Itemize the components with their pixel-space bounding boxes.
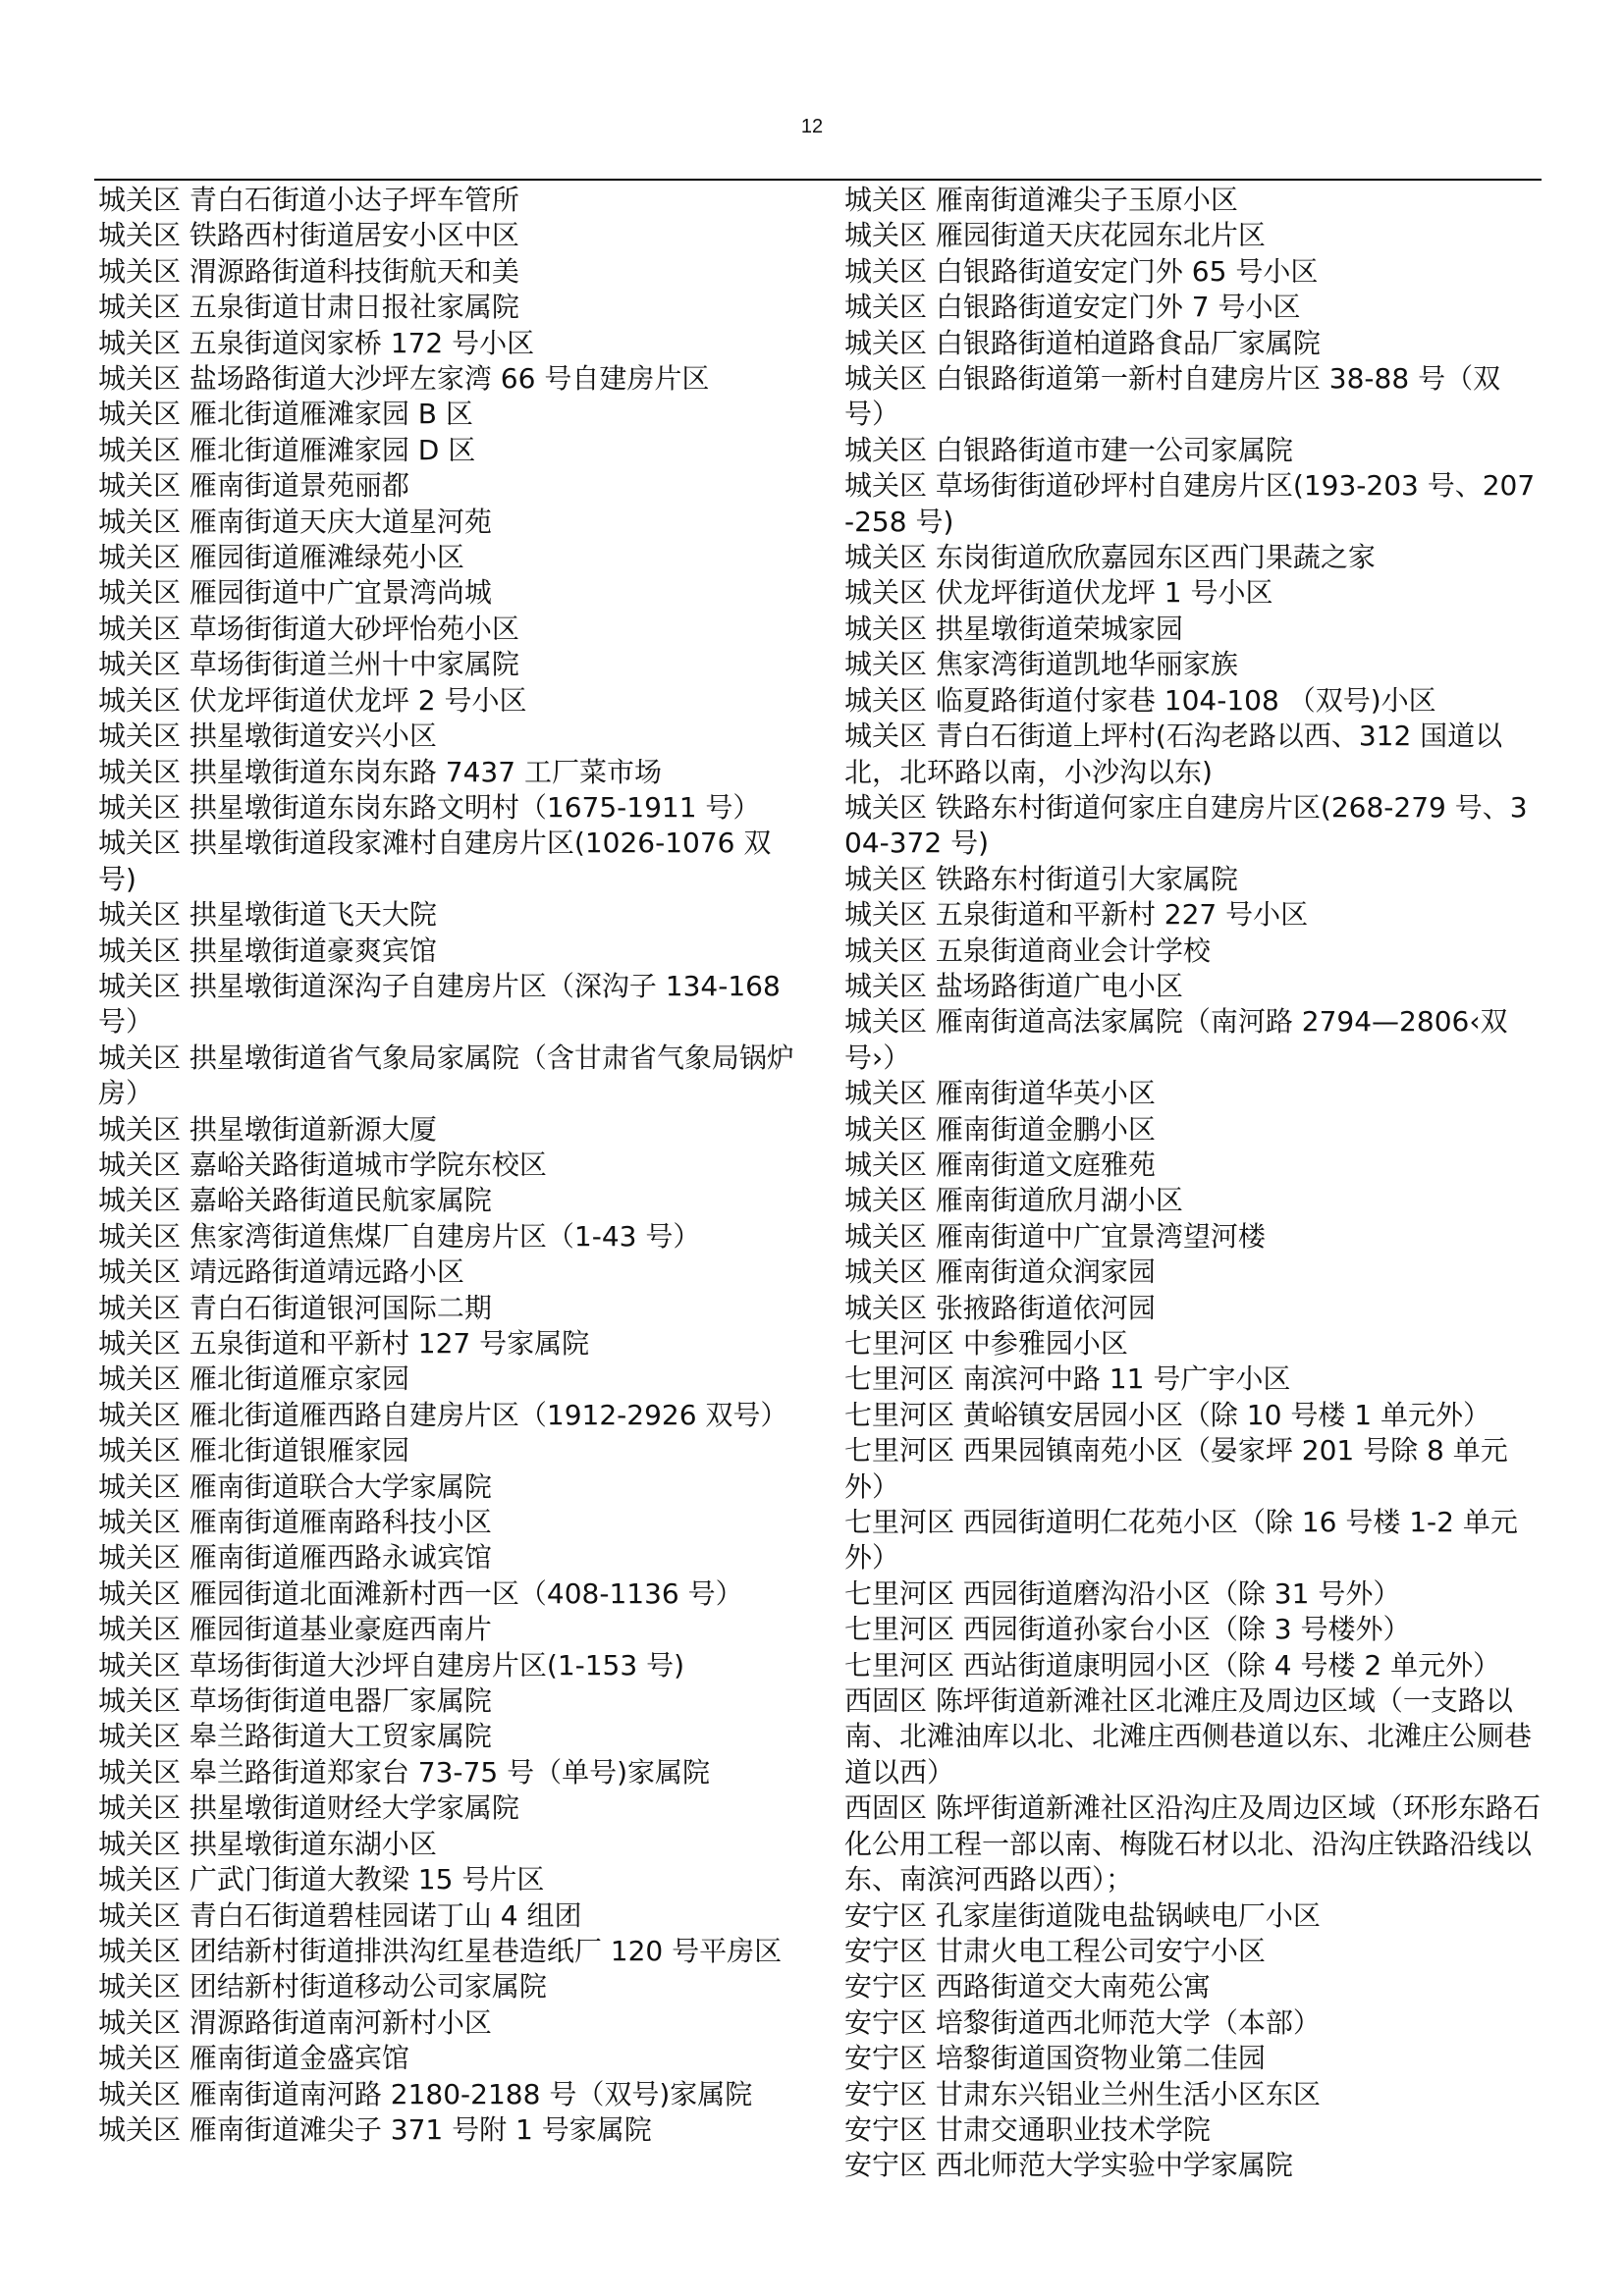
- list-item: 城关区 雁北街道雁西路自建房片区（1912-2926 双号）: [98, 1398, 788, 1431]
- list-item: 城关区 草场街街道兰州十中家属院: [98, 648, 519, 681]
- list-item: 城关区 白银路街道柏道路食品厂家属院: [844, 326, 1321, 359]
- list-item: 城关区 拱星墩街道安兴小区: [98, 720, 437, 753]
- list-item: 城关区 伏龙坪街道伏龙坪 1 号小区: [844, 576, 1273, 610]
- list-item: 城关区 青白石街道上坪村(石沟老路以西、312 国道以北，北环路以南，小沙沟以东): [844, 720, 1503, 788]
- list-item: 城关区 雁园街道北面滩新村西一区（408-1136 号）: [98, 1576, 743, 1610]
- list-item: 城关区 靖远路街道靖远路小区: [98, 1255, 464, 1289]
- list-item: 城关区 雁园街道中广宜景湾尚城: [98, 576, 492, 610]
- list-item: 七里河区 中参雅园小区: [844, 1327, 1128, 1360]
- list-item: 城关区 临夏路街道付家巷 104-108 （双号)小区: [844, 683, 1436, 717]
- list-item: 安宁区 孔家崖街道陇电盐锅峡电厂小区: [844, 1898, 1321, 1932]
- list-item: 七里河区 南滨河中路 11 号广宇小区: [844, 1362, 1291, 1396]
- list-item: 安宁区 甘肃东兴铝业兰州生活小区东区: [844, 2077, 1321, 2110]
- header-rule: [94, 179, 1542, 181]
- list-item: 城关区 草场街街道电器厂家属院: [98, 1684, 492, 1718]
- list-item: 城关区 雁园街道天庆花园东北片区: [844, 219, 1266, 252]
- list-item: 城关区 青白石街道小达子坪车管所: [98, 184, 519, 216]
- list-item: 城关区 雁南街道景苑丽都: [98, 469, 409, 503]
- list-item: 城关区 青白石街道银河国际二期: [98, 1291, 492, 1324]
- list-item: 城关区 白银路街道第一新村自建房片区 38-88 号（双号）: [844, 362, 1501, 431]
- list-item: 城关区 拱星墩街道深沟子自建房片区（深沟子 134-168 号）: [98, 969, 781, 1039]
- list-item: 城关区 渭源路街道南河新村小区: [98, 2005, 492, 2039]
- list-item: 城关区 雁南街道滩尖子玉原小区: [844, 184, 1238, 216]
- list-item: 城关区 雁南街道文庭雅苑: [844, 1148, 1156, 1181]
- list-item: 城关区 白银路街道安定门外 7 号小区: [844, 291, 1301, 324]
- list-item: 城关区 草场街街道砂坪村自建房片区(193-203 号、207-258 号): [844, 469, 1536, 538]
- list-item: 城关区 拱星墩街道东岗东路 7437 工厂菜市场: [98, 755, 662, 788]
- list-item: 城关区 雁南街道华英小区: [844, 1077, 1156, 1110]
- list-item: 城关区 皋兰路街道郑家台 73-75 号（单号)家属院: [98, 1755, 710, 1789]
- list-item: 城关区 雁南街道高法家属院（南河路 2794—2806‹双号›）: [844, 1005, 1508, 1074]
- list-item: 城关区 焦家湾街道焦煤厂自建房片区（1-43 号）: [98, 1219, 701, 1253]
- list-item: 城关区 雁南街道金鹏小区: [844, 1112, 1156, 1146]
- list-item: 城关区 雁园街道雁滩绿苑小区: [98, 541, 464, 574]
- list-item: 城关区 雁南街道中广宜景湾望河楼: [844, 1219, 1266, 1253]
- list-item: 城关区 皋兰路街道大工贸家属院: [98, 1720, 492, 1753]
- list-item: 城关区 嘉峪关路街道城市学院东校区: [98, 1148, 547, 1181]
- list-item: 西固区 陈坪街道新滩社区北滩庄及周边区域（一支路以南、北滩油库以北、北滩庄西侧巷道以东、北滩庄公厕巷道以西）: [844, 1684, 1533, 1789]
- list-item: 城关区 拱星墩街道东岗东路文明村（1675-1911 号）: [98, 790, 761, 824]
- list-item: 城关区 铁路东村街道引大家属院: [844, 862, 1238, 895]
- list-item: 城关区 拱星墩街道省气象局家属院（含甘肃省气象局锅炉房）: [98, 1041, 794, 1110]
- list-item: 城关区 雁北街道银雁家园: [98, 1434, 409, 1468]
- list-item: 城关区 五泉街道商业会计学校: [844, 934, 1211, 967]
- list-item: 安宁区 培黎街道国资物业第二佳园: [844, 2042, 1266, 2075]
- list-item: 城关区 五泉街道和平新村 127 号家属院: [98, 1327, 590, 1360]
- list-item: 城关区 嘉峪关路街道民航家属院: [98, 1184, 492, 1217]
- list-item: 城关区 雁南街道天庆大道星河苑: [98, 505, 492, 538]
- list-item: 城关区 焦家湾街道凯地华丽家族: [844, 648, 1238, 681]
- list-item: 安宁区 甘肃交通职业技术学院: [844, 2112, 1211, 2146]
- right-column-list: [844, 183, 1542, 2184]
- list-item: 城关区 盐场路街道广电小区: [844, 969, 1183, 1002]
- list-item: 七里河区 西站街道康明园小区（除 4 号楼 2 单元外）: [844, 1648, 1501, 1682]
- list-item: 安宁区 甘肃火电工程公司安宁小区: [844, 1934, 1266, 1967]
- list-item: 城关区 雁南街道雁南路科技小区: [98, 1506, 492, 1539]
- list-item: 城关区 拱星墩街道财经大学家属院: [98, 1791, 519, 1825]
- list-item: 城关区 东岗街道欣欣嘉园东区西门果蔬之家: [844, 541, 1376, 574]
- list-item: 安宁区 西北师范大学实验中学家属院: [844, 2149, 1293, 2182]
- list-item: 七里河区 西园街道孙家台小区（除 3 号楼外）: [844, 1613, 1411, 1646]
- list-item: 安宁区 培黎街道西北师范大学（本部）: [844, 2005, 1321, 2039]
- list-item: 城关区 白银路街道市建一公司家属院: [844, 433, 1293, 466]
- list-item: 七里河区 西果园镇南苑小区（晏家坪 201 号除 8 单元外）: [844, 1434, 1508, 1503]
- list-item: 城关区 伏龙坪街道伏龙坪 2 号小区: [98, 683, 527, 717]
- list-item: 城关区 雁南街道雁西路永诚宾馆: [98, 1541, 492, 1575]
- list-item: 七里河区 西园街道明仁花苑小区（除 16 号楼 1-2 单元外）: [844, 1506, 1518, 1575]
- list-item: 城关区 雁南街道欣月湖小区: [844, 1184, 1183, 1217]
- list-item: 城关区 雁南街道联合大学家属院: [98, 1469, 492, 1503]
- list-item: 城关区 团结新村街道排洪沟红星巷造纸厂 120 号平房区: [98, 1934, 783, 1967]
- page-number: 12: [800, 116, 824, 137]
- list-item: 七里河区 西园街道磨沟沿小区（除 31 号外）: [844, 1576, 1401, 1610]
- list-item: 城关区 团结新村街道移动公司家属院: [98, 1970, 547, 2003]
- list-item: 城关区 拱星墩街道飞天大院: [98, 898, 437, 932]
- list-item: 城关区 广武门街道大教梁 15 号片区: [98, 1863, 545, 1896]
- list-item: 城关区 五泉街道闵家桥 172 号小区: [98, 326, 535, 359]
- list-item: 城关区 草场街街道大沙坪自建房片区(1-153 号): [98, 1648, 685, 1682]
- list-item: 城关区 拱星墩街道段家滩村自建房片区(1026-1076 双号): [98, 827, 772, 895]
- list-item: 城关区 雁南街道南河路 2180-2188 号（双号)家属院: [98, 2077, 753, 2110]
- list-item: 城关区 雁南街道众润家园: [844, 1255, 1156, 1289]
- list-item: 城关区 铁路东村街道何家庄自建房片区(268-279 号、304-372 号): [844, 790, 1528, 860]
- list-item: 西固区 陈坪街道新滩社区沿沟庄及周边区域（环形东路石化公用工程一部以南、梅陇石材以北、沿沟庄铁路沿线以东、南滨河西路以西）；: [844, 1791, 1541, 1896]
- list-item: 城关区 青白石街道碧桂园诺丁山 4 组团: [98, 1898, 582, 1932]
- list-item: 城关区 雁南街道滩尖子 371 号附 1 号家属院: [98, 2112, 652, 2146]
- left-column-list: [98, 183, 805, 2148]
- list-item: 城关区 拱星墩街道东湖小区: [98, 1827, 437, 1860]
- list-item: 城关区 白银路街道安定门外 65 号小区: [844, 254, 1319, 288]
- list-item: 城关区 盐场路街道大沙坪左家湾 66 号自建房片区: [98, 362, 710, 396]
- list-item: 城关区 雁北街道雁滩家园 D 区: [98, 433, 476, 466]
- list-item: 城关区 雁南街道金盛宾馆: [98, 2042, 409, 2075]
- list-item: 城关区 五泉街道和平新村 227 号小区: [844, 898, 1309, 932]
- list-item: 城关区 拱星墩街道豪爽宾馆: [98, 934, 437, 967]
- list-item: 城关区 五泉街道甘肃日报社家属院: [98, 291, 519, 324]
- list-item: 城关区 张掖路街道依河园: [844, 1291, 1156, 1324]
- list-item: 安宁区 西路街道交大南苑公寓: [844, 1970, 1211, 2003]
- list-item: 城关区 拱星墩街道荣城家园: [844, 612, 1183, 645]
- list-item: 城关区 铁路西村街道居安小区中区: [98, 219, 519, 252]
- list-item: 城关区 拱星墩街道新源大厦: [98, 1112, 437, 1146]
- list-item: 城关区 雁北街道雁滩家园 B 区: [98, 398, 473, 431]
- list-item: 城关区 雁园街道基业豪庭西南片: [98, 1613, 492, 1646]
- list-item: 城关区 渭源路街道科技街航天和美: [98, 254, 519, 288]
- list-item: 七里河区 黄峪镇安居园小区（除 10 号楼 1 单元外）: [844, 1398, 1490, 1431]
- list-item: 城关区 雁北街道雁京家园: [98, 1362, 409, 1396]
- list-item: 城关区 草场街街道大砂坪怡苑小区: [98, 612, 519, 645]
